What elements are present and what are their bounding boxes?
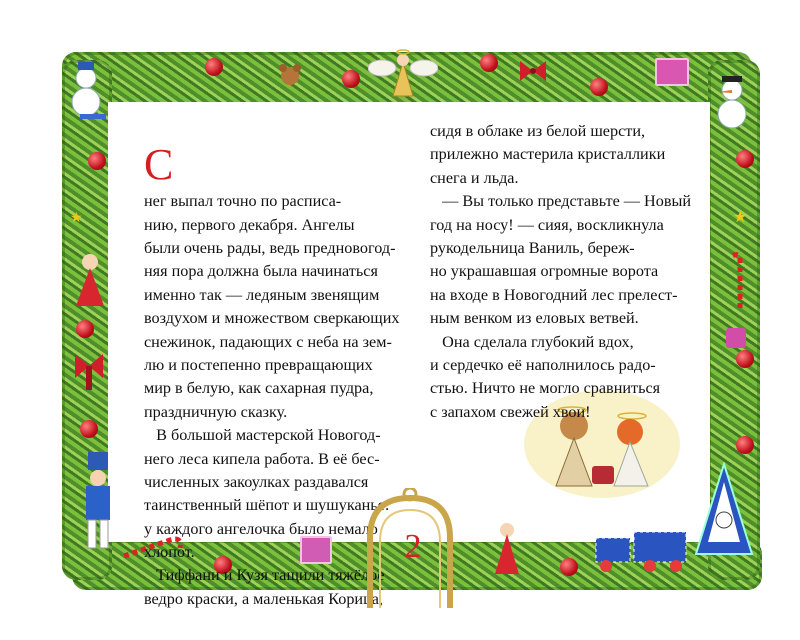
christmas-tree-icon bbox=[694, 462, 754, 558]
text-line: воздухом и множеством сверкающих bbox=[144, 309, 400, 328]
text-line: нег выпал точно по расписа- bbox=[144, 192, 342, 211]
text-line: него леса кипела работа. В её бес- bbox=[144, 449, 380, 468]
text-line: няя пора должна была начинаться bbox=[144, 262, 378, 281]
text-line: и сердечко её наполнилось радо- bbox=[430, 355, 656, 374]
bow-icon bbox=[518, 58, 548, 84]
ornament-ball-icon bbox=[560, 558, 578, 576]
ornament-ball-icon bbox=[736, 436, 754, 454]
gift-icon bbox=[655, 58, 689, 86]
ornament-ball-icon bbox=[590, 78, 608, 96]
ornament-ball-icon bbox=[76, 320, 94, 338]
ornament-ball-icon bbox=[480, 54, 498, 72]
text-line: снега и льда. bbox=[430, 168, 519, 187]
text-line: снежинок, падающих с неба на зем- bbox=[144, 332, 392, 351]
text-line: В большой мастерской Новогод- bbox=[144, 426, 381, 445]
text-line: год на носу! — сияя, воскликнула bbox=[430, 215, 664, 234]
toy-train-icon bbox=[592, 528, 692, 574]
text-line: нию, первого декабря. Ангелы bbox=[144, 215, 355, 234]
angel-icon bbox=[70, 250, 110, 310]
text-line: сидя в облаке из белой шерсти, bbox=[430, 122, 646, 140]
text-line: именно так — ледяным звенящим bbox=[144, 285, 380, 304]
angel-icon bbox=[368, 48, 438, 100]
text-line: были очень рады, ведь предновогод- bbox=[144, 239, 396, 257]
ornament-ball-icon bbox=[88, 152, 106, 170]
ornament-ball-icon bbox=[205, 58, 223, 76]
text-line: численных закоулках раздавался bbox=[144, 472, 369, 491]
text-column-right bbox=[430, 120, 691, 424]
text-line: ведро краски, а маленькая Корица, bbox=[144, 589, 383, 608]
text-line: праздничную сказку. bbox=[144, 402, 288, 421]
snowman-icon bbox=[64, 56, 108, 122]
candy-cane-icon bbox=[728, 250, 748, 310]
nutcracker-icon bbox=[78, 452, 118, 552]
drop-cap: С bbox=[144, 140, 174, 190]
text-line: прилежно мастерила кристаллики bbox=[430, 145, 666, 164]
text-line: хлопот. bbox=[144, 543, 195, 562]
text-line: рукодельница Ваниль, береж- bbox=[430, 238, 635, 257]
text-line: с запахом свежей хвои! bbox=[430, 402, 591, 421]
gift-icon bbox=[726, 328, 746, 348]
ornament-ball-icon bbox=[80, 420, 98, 438]
ornament-ball-icon bbox=[736, 350, 754, 368]
text-line: Тиффани и Кузя тащили тяжёлое bbox=[144, 566, 385, 585]
text-line: Она сделала глубокий вдох, bbox=[430, 332, 634, 351]
text-line: но украшавшая огромные ворота bbox=[430, 262, 659, 281]
snowman-icon bbox=[710, 70, 756, 132]
teddy-bear-icon bbox=[275, 62, 305, 88]
bow-icon bbox=[72, 352, 106, 392]
text-line: лю и постепенно превращающих bbox=[144, 355, 373, 374]
text-line: на входе в Новогодний лес прелест- bbox=[430, 285, 678, 304]
star-icon: ★ bbox=[70, 211, 83, 226]
text-line: мир в белую, как сахарная пудра, bbox=[144, 379, 374, 398]
text-line: таинственный шёпот и шушуканье: bbox=[144, 496, 390, 515]
ornament-ball-icon bbox=[342, 70, 360, 88]
text-line: ным венком из еловых ветвей. bbox=[430, 309, 639, 328]
angel-icon bbox=[492, 520, 522, 576]
page-number: 2 bbox=[404, 528, 422, 565]
text-line: — Вы только представьте — Новый bbox=[430, 192, 691, 211]
text-line: стью. Ничто не могло сравниться bbox=[430, 379, 661, 398]
star-icon: ★ bbox=[733, 209, 748, 226]
text-line: у каждого ангелочка было немало bbox=[144, 519, 378, 538]
ornament-ball-icon bbox=[736, 150, 754, 168]
